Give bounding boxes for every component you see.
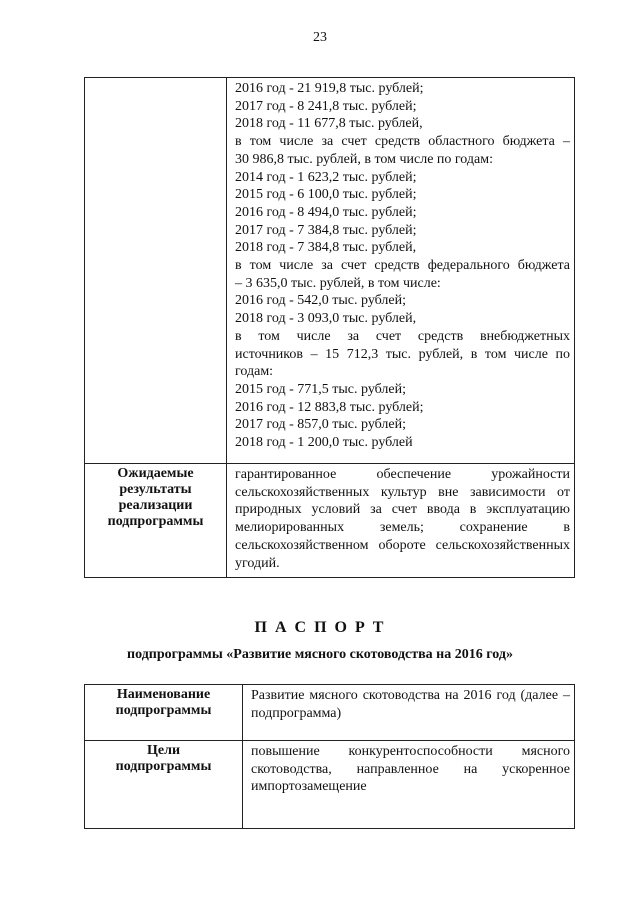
- funding-line: источников – 15 712,3 тыс. рублей, в том числе по: [235, 346, 570, 362]
- funding-line: в том числе за счет средств федерального бюджета: [235, 258, 570, 274]
- funding-table: [84, 77, 575, 578]
- funding-line: 2016 год - 542,0 тыс. рублей;: [235, 293, 407, 309]
- passport-name-row: [85, 685, 575, 741]
- passport-title: П А С П О Р Т: [254, 619, 386, 636]
- funding-line: 2018 год - 3 093,0 тыс. рублей,: [235, 311, 417, 327]
- funding-line: 2016 год - 8 494,0 тыс. рублей;: [235, 204, 417, 220]
- funding-line: 2017 год - 8 241,8 тыс. рублей;: [235, 98, 417, 114]
- funding-line: 2016 год - 12 883,8 тыс. рублей;: [235, 399, 424, 415]
- funding-line: 2014 год - 1 623,2 тыс. рублей;: [235, 169, 417, 185]
- expected-results-label: Ожидаемые результаты реализации подпрограммы: [85, 464, 227, 578]
- funding-text-cell: [227, 78, 575, 464]
- expected-results-text: гарантированное обеспечение урожайности сельскохозяйственных культур вне зависимости от природных условий за счет ввода в эксплуатацию мелиорированных земель; сохранение в сельскохозяйственном обороте сельскохозяйственных угодий.: [227, 464, 575, 578]
- funding-line: 2015 год - 6 100,0 тыс. рублей;: [235, 187, 417, 203]
- funding-row: [85, 78, 575, 464]
- funding-line: 2018 год - 1 200,0 тыс. рублей: [235, 435, 413, 451]
- funding-line: – 3 635,0 тыс. рублей, в том числе:: [235, 275, 441, 291]
- funding-line: 2017 год - 857,0 тыс. рублей;: [235, 417, 407, 433]
- subprogram-goals-label: Цели подпрограммы: [85, 741, 243, 829]
- passport-goals-row: [85, 741, 575, 829]
- funding-line: 2015 год - 771,5 тыс. рублей;: [235, 381, 407, 397]
- funding-line: в том числе за счет средств областного бюджета –: [235, 134, 570, 150]
- passport-table: [84, 684, 575, 829]
- funding-line: 30 986,8 тыс. рублей, в том числе по годам:: [235, 151, 493, 167]
- expected-results-row: [85, 464, 575, 578]
- funding-line: 2016 год - 21 919,8 тыс. рублей;: [235, 81, 424, 96]
- funding-empty-cell: [85, 78, 227, 464]
- funding-line: 2018 год - 7 384,8 тыс. рублей,: [235, 240, 417, 256]
- page-number: 23: [313, 30, 327, 45]
- subprogram-name-value: Развитие мясного скотоводства на 2016 год (далее – подпрограмма): [243, 685, 575, 741]
- funding-line: в том числе за счет средств внебюджетных: [235, 328, 570, 344]
- subprogram-name-label: Наименование подпрограммы: [85, 685, 243, 741]
- passport-subtitle: подпрограммы «Развитие мясного скотоводства на 2016 год»: [127, 647, 513, 662]
- funding-line: годам:: [235, 364, 274, 380]
- funding-line: 2018 год - 11 677,8 тыс. рублей,: [235, 116, 423, 132]
- funding-line: 2017 год - 7 384,8 тыс. рублей;: [235, 222, 417, 238]
- subprogram-goals-value: повышение конкурентоспособности мясного скотоводства, направленное на ускоренное импортозамещение: [243, 741, 575, 829]
